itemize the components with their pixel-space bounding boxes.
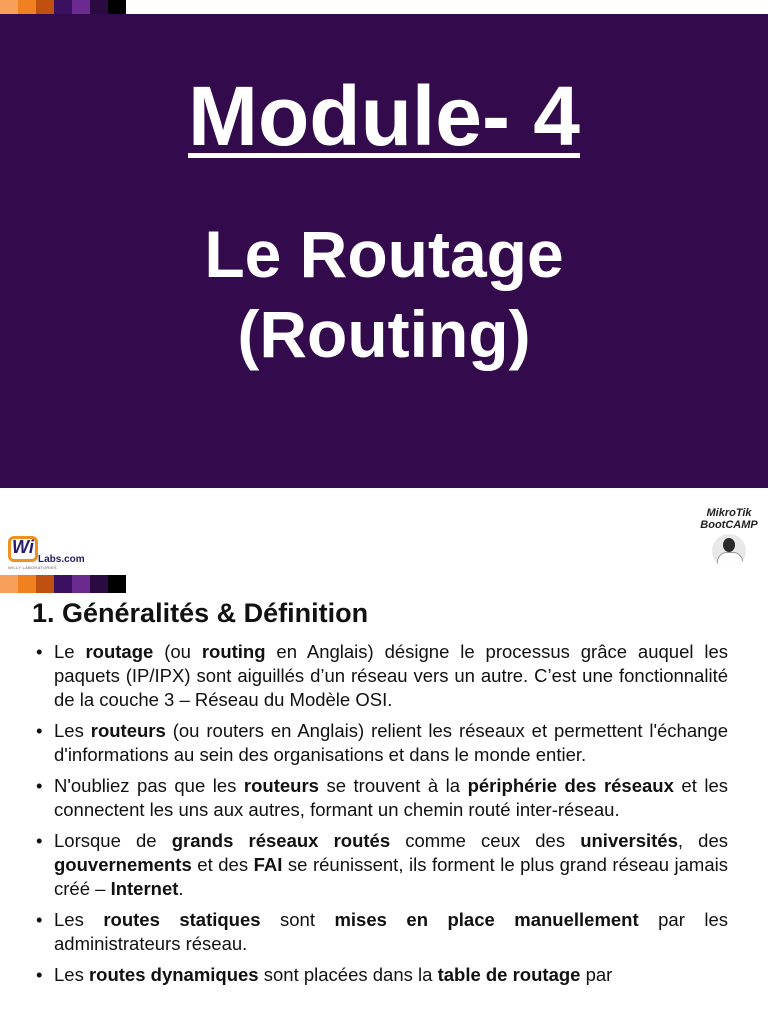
subtitle-line-2: (Routing) [237, 297, 531, 371]
strip-square [108, 575, 126, 593]
bullet-list [32, 640, 728, 994]
section-heading: 1. Généralités & Définition [32, 598, 369, 628]
text-run: sont placées dans la [258, 964, 438, 985]
text-run: (ou routers en Anglais) relient les réseaux et permettent l'échange d'informations au sein des organisations et dans le monde entier. [54, 720, 729, 765]
bold-term: routing [201, 641, 266, 662]
bold-term: table de routage [437, 964, 581, 985]
bold-term: routeurs [243, 775, 319, 796]
list-item [32, 640, 728, 712]
color-strip-middle [0, 575, 126, 593]
text-run: et les connectent les uns aux autres, formant un chemin routé inter-réseau. [54, 775, 728, 820]
text-run: (ou [153, 641, 202, 662]
text-run: comme ceux des [390, 830, 581, 851]
text-run: par [580, 964, 613, 985]
list-item [32, 719, 728, 767]
list-item [32, 908, 728, 956]
bold-term: grands réseaux routés [171, 830, 391, 851]
bold-term: FAI [253, 854, 283, 875]
bold-term: mises en place manuellement [334, 909, 639, 930]
wlabs-logo-text: Labs.com [38, 554, 85, 565]
bootcamp-label: BootCAMP [700, 519, 758, 531]
bold-term: Internet [110, 878, 179, 899]
bullet-icon: • [36, 830, 43, 851]
bold-term: périphérie des réseaux [467, 775, 674, 796]
avatar [712, 534, 746, 568]
bullet-icon: • [36, 964, 43, 985]
bold-term: routeurs [90, 720, 166, 741]
text-run: sont [260, 909, 335, 930]
list-item [32, 963, 728, 987]
strip-square [18, 575, 36, 593]
strip-square [36, 575, 54, 593]
text-run: , des [677, 830, 728, 851]
strip-square [54, 575, 72, 593]
strip-square [72, 575, 90, 593]
bold-term: gouvernements [54, 854, 192, 875]
bold-term: routes statiques [103, 909, 261, 930]
wlabs-logo: Wi Labs.com WILLY LABORATORIES [8, 537, 85, 570]
text-run: Lorsque de [54, 830, 172, 851]
subtitle-line-1: Le Routage [204, 217, 564, 291]
text-run: N'oubliez pas que les [54, 775, 244, 796]
text-run: se trouvent à la [318, 775, 468, 796]
strip-square [90, 575, 108, 593]
text-run: par les administrateurs réseau. [54, 909, 728, 954]
text-run: et des [191, 854, 254, 875]
list-item [32, 829, 728, 901]
strip-square [0, 575, 18, 593]
bullet-icon: • [36, 909, 43, 930]
bullet-icon: • [36, 720, 43, 741]
text-run: Les [54, 720, 91, 741]
mikrotik-brand: MikroTik [706, 507, 752, 519]
slide-subtitle [0, 214, 768, 374]
text-run: Les [54, 909, 104, 930]
bullet-icon: • [36, 641, 43, 662]
wlabs-logo-subtext: WILLY LABORATORIES [8, 565, 57, 570]
text-run: Les [54, 964, 89, 985]
text-run: . [178, 878, 184, 899]
bold-term: routes dynamiques [88, 964, 259, 985]
text-run: se réunissent, ils forment le plus grand réseau jamais créé – [54, 854, 728, 899]
bullet-icon: • [36, 775, 43, 796]
text-run: en Anglais) désigne le processus grâce auquel les paquets (IP/IPX) sont aiguillés d’un réseau vers un autre. C’est une fonctionnalité de la couche 3 – Réseau du Modèle OSI. [54, 641, 728, 710]
title-slide [0, 14, 768, 488]
bold-term: universités [580, 830, 678, 851]
bold-term: routage [85, 641, 154, 662]
mikrotik-bootcamp-logo [696, 508, 762, 574]
text-run: Le [54, 641, 86, 662]
list-item [32, 774, 728, 822]
module-title: Module- 4 [188, 69, 580, 163]
